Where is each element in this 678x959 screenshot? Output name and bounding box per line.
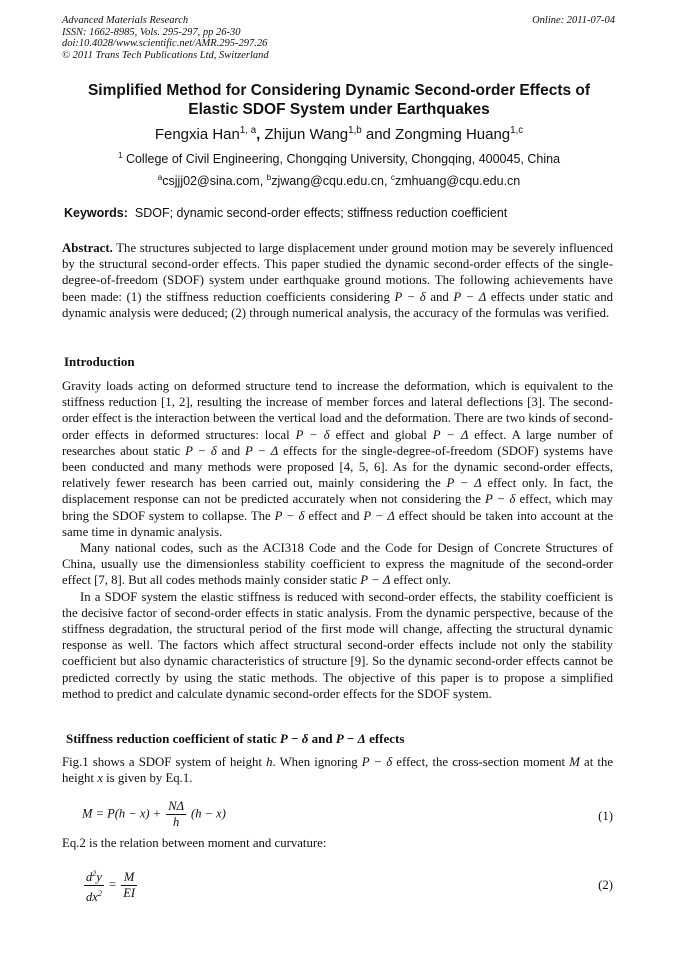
author-list: Fengxia Han$^{1, a}$, Zhijun Wang$^{1,b}$ and Zongming Huang$^{1,c}$ xyxy=(154,125,524,143)
text: . When ignoring xyxy=(272,755,358,769)
online-date: Online: 2011-07-04 xyxy=(532,15,615,26)
p-delta-big-symbol: P − Δ xyxy=(360,573,391,588)
p-delta-small-symbol: P − δ xyxy=(485,492,516,507)
author-name: Zhijun Wang xyxy=(264,126,349,143)
title-line-1: Simplified Method for Considering Dynamic Second-order Effects of xyxy=(87,82,591,99)
eq2-sym: y xyxy=(96,870,102,885)
equation-2-number: (2) xyxy=(598,878,613,892)
abstract-text: effects under static and dynamic analysis were deduced; (2) through numerical analysis, the accuracy of the formulas was verified. xyxy=(62,289,614,320)
text: effect and global xyxy=(335,427,427,442)
p-delta-small-symbol: P − δ xyxy=(361,755,393,769)
eq2-right-fraction xyxy=(121,870,137,901)
eq2-left-fraction xyxy=(84,866,104,905)
equation-2 xyxy=(82,866,139,905)
text: Gravity loads acting on deformed structure tend to increase the deformation, which is equivalent to the stiffness reduction [1, 2], resulting the increase of member forces and lateral deflections [3]. The second-order effect is the interaction between the vertical load and the deformation. There are two kinds of second-order effects in deformed structures: local xyxy=(62,379,613,442)
email-address: zjwang@cqu.edu.cn xyxy=(271,174,384,189)
eq2-equals: = xyxy=(109,877,117,892)
email-sup: b xyxy=(266,173,272,182)
p-delta-big-symbol: P − Δ xyxy=(453,289,487,304)
equation-1-number: (1) xyxy=(598,809,613,823)
p-delta-big-symbol: P − Δ xyxy=(335,731,366,746)
equation-2-intro: Eq.2 is the relation between moment and curvature: xyxy=(62,836,327,850)
text: effect should be taken into account at the same time in dynamic analysis. xyxy=(62,508,614,539)
eq1-fraction xyxy=(166,799,186,830)
affiliation xyxy=(62,148,616,167)
abstract xyxy=(62,240,613,321)
eq2-sup: 2 xyxy=(97,889,102,899)
equation-1 xyxy=(82,799,226,830)
text: and xyxy=(221,443,241,458)
paper-title xyxy=(62,81,616,119)
eq2-right-numerator: M xyxy=(121,870,137,886)
text: effect. A large number of researches about static xyxy=(62,427,614,458)
keywords-text: SDOF; dynamic second-order effects; stiffness reduction coefficient xyxy=(134,206,508,220)
paragraph xyxy=(62,378,613,540)
text: at the height xyxy=(62,755,614,786)
eq2-left-denominator xyxy=(84,886,104,905)
issn: ISSN: 1662-8985, Vols. 295-297, pp 26-30 xyxy=(62,26,241,38)
text: effect, the cross-section moment xyxy=(396,755,566,769)
heading-text: Stiffness reduction coefficient of static xyxy=(66,731,277,746)
doi: doi:10.4028/www.scientific.net/AMR.295-297.26 xyxy=(62,38,268,49)
title-line-2: Elastic SDOF System under Earthquakes xyxy=(188,101,490,118)
abstract-text: The structures subjected to large displacement under ground motion may be severely influenced by the structural second-order effects. This paper studied the dynamic second-order effects of the single-degree-of-freedom (SDOF) system under earthquake ground motions. The following achievements have been made: (1) the stiffness reduction coefficients considering xyxy=(62,241,614,304)
section-body xyxy=(62,754,613,786)
author-name: Fengxia Han xyxy=(154,126,240,143)
p-delta-small-symbol: P − δ xyxy=(394,289,426,304)
email-address: zmhuang@cqu.edu.cn xyxy=(394,174,521,189)
author-sup: 1,b xyxy=(348,125,362,136)
p-delta-big-symbol: P − Δ xyxy=(244,443,279,458)
journal-header xyxy=(62,15,269,61)
email-list: $^a$csjjj02@sina.com, $^b$zjwang@cqu.edu.cn, $^c$zmhuang@cqu.edu.cn xyxy=(157,173,521,189)
abstract-text: and xyxy=(430,289,449,304)
keywords xyxy=(64,205,507,221)
author-sup: 1, a xyxy=(239,125,257,136)
text: effect only. xyxy=(393,573,451,588)
author-sup: 1,c xyxy=(510,125,524,136)
email-sup: c xyxy=(390,173,395,182)
copyright: © 2011 Trans Tech Publications Ltd, Switzerland xyxy=(62,49,269,61)
p-delta-big-symbol: P − Δ xyxy=(446,476,482,491)
paragraph: In a SDOF system the elastic stiffness is reduced with second-order effects, the stability coefficient is the decisive factor of second-order effects in static analysis. From the dynamic perspective, because of the stiffness degradation, the structural period of the first mode will change, affecting the structural dynamic response as well. The factors which affect structural second-order effects include not only the stability coefficient but also dynamic characteristics of structure [9]. So the dynamic second-order effects cannot be predicted correctly by using the static methods. The objective of this paper is to propose a simplified method to predict and calculate dynamic second-order effects for the SDOF system. xyxy=(62,589,613,701)
eq1-denominator: h xyxy=(172,815,180,829)
introduction-body xyxy=(62,378,613,702)
math-var: h xyxy=(266,755,273,769)
p-delta-big-symbol: P − Δ xyxy=(432,427,469,442)
affiliation-sup: 1 xyxy=(117,151,123,160)
journal-name: Advanced Materials Research xyxy=(62,15,189,26)
heading-text: and xyxy=(311,731,333,746)
p-delta-small-symbol: P − δ xyxy=(295,427,330,442)
text: effects for the single-degree-of-freedom (SDOF) systems have been conducted and many methods were proposed [4, 5, 6]. As for the dynamic second-order effects, relatively fewer research has been carried out, mainly considering the xyxy=(62,443,613,491)
author-name: Zongming Huang xyxy=(395,126,511,143)
eq2-left-numerator xyxy=(84,866,104,886)
p-delta-small-symbol: P − δ xyxy=(185,443,217,458)
text: effect and xyxy=(308,508,360,523)
text: is given by Eq.1. xyxy=(106,771,193,786)
p-delta-small-symbol: P − δ xyxy=(279,731,309,746)
eq2-sup: 2 xyxy=(92,869,97,878)
eq2-sym: dx xyxy=(86,890,98,905)
email-address: csjjj02@sina.com xyxy=(162,174,260,189)
eq1-lhs: M = P(h − x) + xyxy=(82,806,162,821)
abstract-label: Abstract. xyxy=(62,241,113,255)
text: Fig.1 shows a SDOF system of height xyxy=(62,755,262,769)
affiliation-text: College of Civil Engineering, Chongqing University, Chongqing, 400045, China xyxy=(125,152,561,167)
email-sup: a xyxy=(157,173,163,182)
eq1-numerator: NΔ xyxy=(168,799,184,813)
section-heading xyxy=(66,731,404,747)
keywords-label: Keywords: xyxy=(64,206,128,220)
eq1-rhs: (h − x) xyxy=(191,806,226,821)
p-delta-small-symbol: P − δ xyxy=(274,508,305,523)
heading-text: effects xyxy=(369,731,405,746)
text: Many national codes, such as the ACI318 Code and the Code for Design of Concrete Structures of China, usually use the dimensionless stability coefficient to express the magnitude of the second-order effect [7, 8]. But all codes methods mainly consider static xyxy=(62,541,613,588)
text: effect, which may bring the SDOF system to collapse. The xyxy=(62,492,613,523)
text: effect only. In fact, the displacement response can not be predicted accurately when not considering the xyxy=(62,476,613,507)
eq2-sym: d xyxy=(86,870,93,885)
p-delta-big-symbol: P − Δ xyxy=(363,508,395,523)
eq2-right-denominator: EI xyxy=(123,886,135,901)
math-var: x xyxy=(97,771,103,786)
introduction-heading: Introduction xyxy=(64,354,135,369)
paragraph xyxy=(62,540,613,589)
math-var: M xyxy=(569,755,580,769)
